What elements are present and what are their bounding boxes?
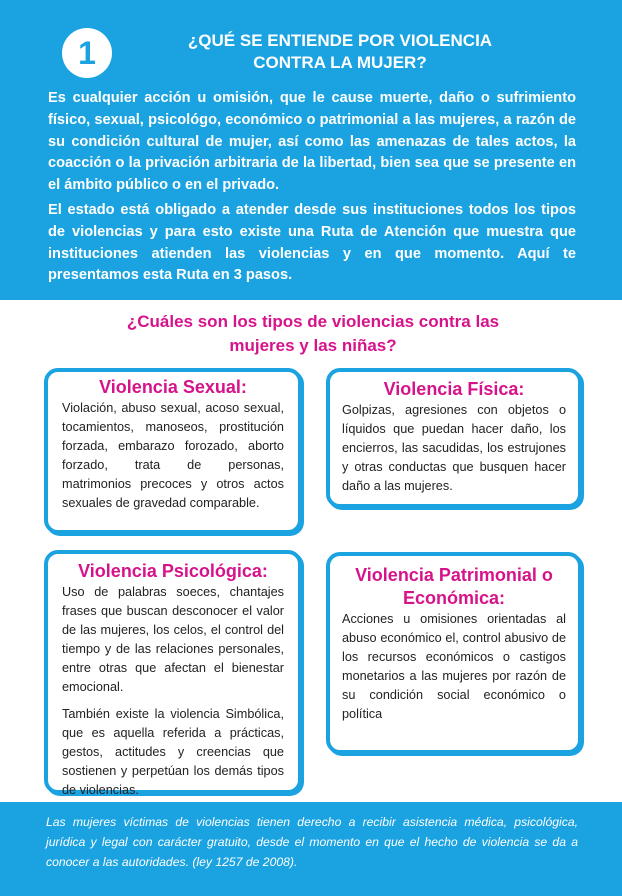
card-title: Violencia Psicológica: xyxy=(78,561,268,581)
page-title: ¿QUÉ SE ENTIENDE POR VIOLENCIA CONTRA LA MUJER? xyxy=(187,31,493,72)
card-text: Uso de palabras soeces, chantajes frases que buscan desconocer el valor de las mujeres, los celos, el control del tiempo y de las relaciones personales, entre otras que afectan el bienestar emocional. xyxy=(62,585,284,694)
types-subtitle: ¿Cuáles son los tipos de violencias contra las mujeres y las niñas? xyxy=(126,312,500,355)
card-title: Violencia Sexual: xyxy=(99,377,247,397)
card-physical-violence xyxy=(326,368,582,508)
footer-rights-text: Las mujeres víctimas de violencias tienen derecho a recibir asistencia médica, psicológica, jurídica y legal con carácter gratuito, desde el momento en que el hecho de violencia se da a conocer a las autoridades. (ley 1257 de 2008). xyxy=(46,815,578,869)
card-economic-violence xyxy=(326,552,582,754)
definition-paragraph: Es cualquier acción u omisión, que le cause muerte, daño o sufrimiento físico, sexual, psicológo, económico o patrimonial a las mujeres, a razón de su condición cultural de mujer, así como las amenazas de tales actos, la coacción o la privación arbitraria de la libertad, bien sea que se presente en el ámbito público o en el privado. xyxy=(48,90,576,194)
card-psychological-violence xyxy=(44,550,302,797)
card-text-symbolic: También existe la violencia Simbólica, que es aquella referida a prácticas, gestos, actitudes y creencias que sostienen y perpetúan los demás tipos de violencias. xyxy=(62,707,284,797)
card-text: Golpizas, agresiones con objetos o líquidos que puedan hacer daño, los encierros, las sacudidas, los estrujones y otras conductas que busquen hacer daño a las mujeres. xyxy=(342,403,566,493)
step-number-badge: 1 xyxy=(62,28,112,78)
card-text: Violación, abuso sexual, acoso sexual, tocamientos, manoseos, prostitución forzada, embarazo forozado, aborto forzado, trata de personas, matrimonios precoces y otros actos sexuales de gravedad comparable. xyxy=(62,401,284,510)
card-sexual-violence xyxy=(44,368,302,534)
card-title: Violencia Patrimonial o Económica: xyxy=(355,565,553,608)
card-text: Acciones u omisiones orientadas al abuso económico el, control abusivo de los recursos económicos o castigos monetarios a las mujeres por razón de su condición social económico o política xyxy=(342,612,566,721)
state-obligation-paragraph: El estado está obligado a atender desde sus instituciones todos los tipos de violencias y para esto existe una Ruta de Atención que muestra que instituciones atienden las violencias y en que momento. Aquí te presentamos esta Ruta en 3 pasos. xyxy=(48,202,576,284)
card-title: Violencia Física: xyxy=(383,379,525,399)
